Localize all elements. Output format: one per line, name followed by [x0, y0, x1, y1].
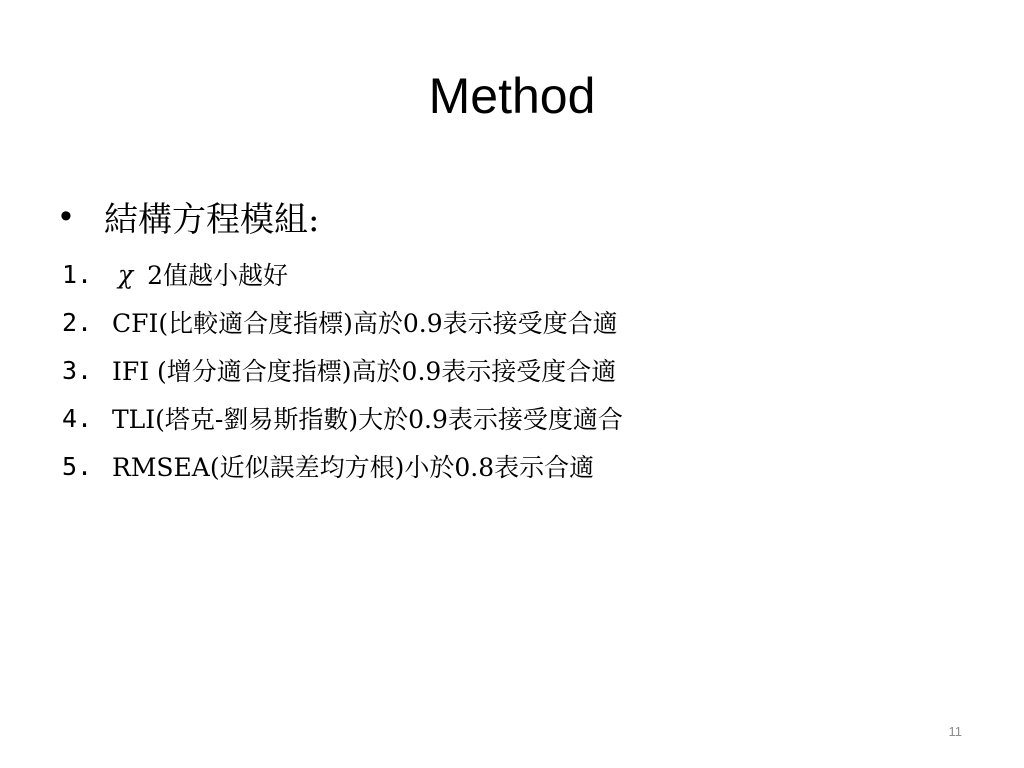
bullet-text: 結構方程模組: — [104, 199, 320, 240]
item-number: 5. — [62, 451, 93, 481]
item-text: IFI (增分適合度指標)高於0.9表示接受度合適 — [112, 357, 617, 386]
list-item — [62, 298, 623, 346]
item-text: RMSEA(近似誤差均方根)小於0.8表示合適 — [112, 453, 595, 482]
list-item — [62, 250, 623, 298]
item-number: 4. — [62, 403, 93, 433]
list-item — [62, 442, 623, 490]
slide-title: Method — [428, 68, 596, 124]
numbered-list — [62, 250, 623, 490]
item-number: 3. — [62, 355, 93, 385]
item-text: 2值越小越好 — [147, 261, 289, 290]
slide-number: 11 — [948, 724, 962, 739]
bullet-point — [60, 192, 319, 240]
chi-symbol: χ — [118, 259, 134, 289]
item-number: 1. — [62, 259, 93, 289]
list-item — [62, 394, 623, 442]
item-text: TLI(塔克-劉易斯指數)大於0.9表示接受度適合 — [112, 405, 623, 434]
list-item — [62, 346, 623, 394]
bullet-marker: • — [60, 196, 72, 235]
item-number: 2. — [62, 307, 93, 337]
item-text: CFI(比較適合度指標)高於0.9表示接受度合適 — [112, 309, 618, 338]
